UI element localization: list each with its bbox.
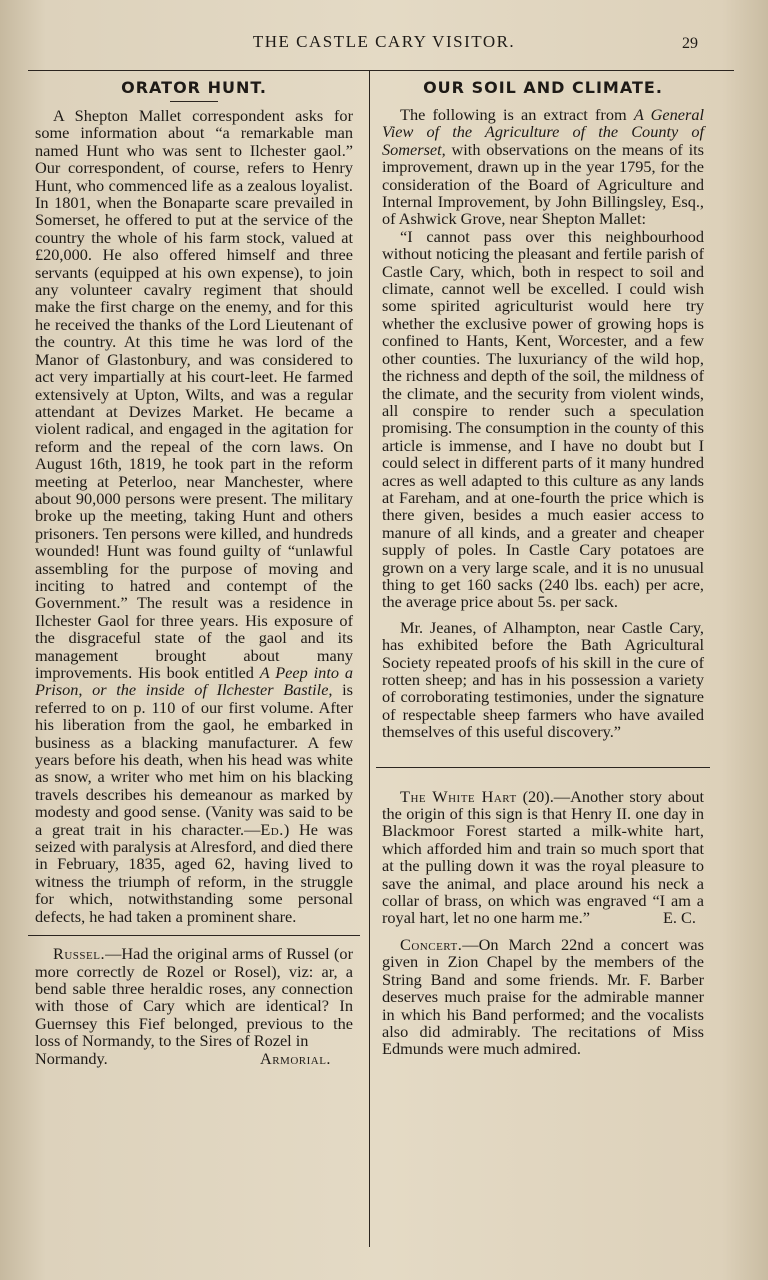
note-russel bbox=[35, 945, 353, 1067]
signature: E. C. bbox=[662, 908, 696, 928]
section-rule bbox=[376, 767, 710, 768]
article-heading: OUR SOIL AND CLIMATE. bbox=[423, 78, 663, 97]
left-column bbox=[35, 78, 353, 1067]
publication-title: THE CASTLE CARY VISITOR. bbox=[252, 32, 516, 51]
body-text: with observations on the means of its improvement, drawn up in the year 1795, for the consideration of the Board of Agriculture and Internal Improvement, by John Billingsley, Esq., of Ashwick Grove, near Shepton Mallet: bbox=[382, 139, 704, 229]
heading-rule bbox=[170, 101, 218, 102]
editor-note: Ed. bbox=[260, 819, 284, 839]
note-body bbox=[382, 936, 704, 1058]
note-signature-line bbox=[35, 1050, 353, 1067]
note-body bbox=[382, 788, 704, 927]
body-text: A Shepton Mallet correspondent asks for some information about “a remarkable man named Hunt who was sent to Ilchester gaol.” Our correspondent, of course, refers to Henry Hunt, who commenced life as a zealous loyalist. In 1801, when the Bonaparte scare prevailed in Somerset, he offered to put at the service of the country the whole of his farm stock, valued at £20,000. He also offered himself and three servants (equipped at his own expense), to join any volunteer cavalry regiment that should make the first charge on the enemy, and for this he received the thanks of the Lord Lieutenant of the country. At this time he was lord of the Manor of Glastonbury, and was considered to act very impartially at his court-leet. He farmed extensively at Upton, Wilts, and was a regular attendant at Devizes Market. He became a violent radical, and engaged in the agitation for reform and the repeal of the corn laws. On August 16th, 1819, he took part in the reform meeting at Peterloo, near Manchester, where about 90,000 persons were present. The military broke up the meeting, taking Hunt and others prisoners. Ten persons were killed, and hundreds wounded! Hunt was found guilty of “unlawful assembling for the purpose of moving and inciting to hatred and contempt of the Government.” The result was a residence in Ilchester Gaol for three years. His exposure of the disgraceful state of the gaol and its management brought about many improvements. His book entitled bbox=[35, 106, 353, 682]
article-quote: “I cannot pass over this neighbourhood without noticing the pleasant and fertile parish of Castle Cary, which, both in respect to soil and climate, cannot well be excelled. I could wish some spirited agriculturist would here try whether the exclusive power of growing hops is confined to Hants, Kent, Worcester, and a few other counties. The luxuriancy of the wild hop, the richness and depth of the soil, the mildness of the climate, and the security from violent winds, all conspire to render such a speculation promising. The consumption in the county of this article is immense, and I have no doubt but I could select in different parts of it many hundred acres as well adapted to this culture as any lands at Fareham, and at one-fourth the price which is there given, besides a much easier access to manure of all kinds, and a greater and cheaper supply of poles. In Castle Cary potatoes are grown on a very large scale, and it is no unusual thing to get 160 sacks (240 lbs. each) per acre, the average price about 5s. per sack. bbox=[382, 226, 704, 612]
article-intro bbox=[382, 106, 704, 228]
column-divider bbox=[369, 71, 370, 1247]
right-column bbox=[382, 78, 704, 1058]
body-text: The following is an extract from bbox=[400, 105, 634, 124]
article-orator-hunt bbox=[35, 78, 353, 925]
book-title: A Peep into a Prison, or the inside of Ilchester Bastile, bbox=[35, 663, 353, 700]
note-lead: Concert. bbox=[400, 934, 463, 954]
body-text: is referred to on p. 110 of our first volume. After his liberation from the gaol, he embarked in business as a blacking manufacturer. A few years before his death, when his head was white as snow, a writer who met him on his blacking travels describes his demeanour as marked by modesty and good sense. (Vanity was said to be a great trait in his character.— bbox=[35, 680, 353, 839]
article-jeanes: Mr. Jeanes, of Alhampton, near Castle Cary, has exhibited before the Bath Agricultural Society repeated proofs of his skill in the cure of rotten sheep; and has in his possession a variety of corroborating testimonies, under the signature of respectable sheep farmers who have availed themselves of this useful discovery.” bbox=[382, 617, 704, 742]
body-text: —On March 22nd a concert was given in Zion Chapel by the members of the String Band and some friends. Mr. F. Barber deserves much praise for the admirable manner in which his Band performed; and the vocalists also did admirably. The recitations of Miss Edmunds were much admired. bbox=[382, 934, 704, 1059]
signature: Armorial. bbox=[259, 1048, 331, 1068]
note-body bbox=[35, 945, 353, 1049]
page-number: 29 bbox=[682, 35, 698, 52]
body-text: —Had the original arms of Russel (or more correctly de Rozel or Rosel), viz: ar, a bend sable three heraldic roses, any connection with those of Cary which are identical? In Guernsey this Fief belonged, previous to the loss of Normandy, to the Sires of Rozel in bbox=[35, 944, 353, 1051]
note-white-hart bbox=[382, 788, 704, 927]
note-lead: The White Hart bbox=[400, 786, 517, 806]
note-concert bbox=[382, 936, 704, 1058]
body-text: ) He was seized with paralysis at Alresford, and died there in February, 1835, aged 62, having lived to witness the triumph of reform, in the struggle for which, notwithstanding some personal defects, he had taken a prominent share. bbox=[35, 819, 353, 926]
article-body bbox=[35, 107, 353, 925]
page-header bbox=[0, 32, 768, 58]
section-rule bbox=[28, 935, 360, 936]
header-rule bbox=[28, 70, 734, 71]
article-heading: ORATOR HUNT. bbox=[121, 78, 267, 97]
article-soil-climate bbox=[382, 78, 704, 741]
body-text: (20).—Another story about the origin of this sign is that Henry II. one day in Blackmoor Forest started a milk-white hart, which afforded him and train so much sport that at the pulling down it was the royal pleasure to save the animal, and place around his neck a collar of brass, on which was engraved “I am a royal hart, let no one harm me.” bbox=[382, 786, 704, 928]
note-lead: Russel. bbox=[53, 944, 106, 964]
book-title: A General View of the Agriculture of the County of Somerset, bbox=[382, 105, 704, 159]
body-text: Normandy. bbox=[35, 1048, 108, 1068]
